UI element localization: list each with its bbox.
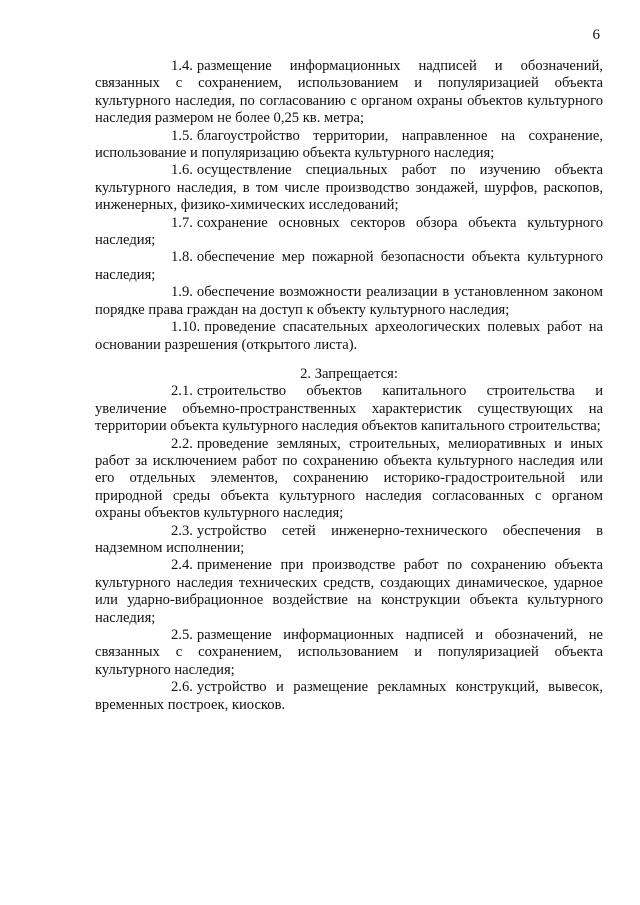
list-item-1-9 [95,284,603,319]
section-heading: 2. Запрещается: [300,365,398,382]
item-text: размещение информационных надписей и обозначений, связанных с сохранением, использованием и популяризацией объекта культурного наследия, по согласованию с органом охраны объектов культурного наследия размером не более 0,25 кв. метра; [95,58,603,127]
item-text: благоустройство территории, направленное на сохранение, использование и популяризацию объекта культурного наследия; [95,127,603,162]
list-item-1-6 [95,162,603,214]
item-text: проведение земляных, строительных, мелиоративных и иных работ за исключением работ по сохранению объекта культурного наследия или его отдельных элементов, сохранению историко-градостроительной или природной среды объекта культурного наследия согласованных с органом охраны объектов культурного наследия; [95,435,603,522]
item-text: устройство и размещение рекламных конструкций, вывесок, временных построек, киосков. [95,679,603,713]
item-number: 2.5. [171,627,193,643]
list-item-2-3 [95,523,603,558]
item-number: 1.5. [171,127,193,144]
list-item-1-7 [95,215,603,250]
document-body [95,58,603,714]
item-number: 2.3. [171,522,193,539]
item-text: обеспечение мер пожарной безопасности объекта культурного наследия; [95,249,603,283]
item-number: 1.9. [171,284,193,301]
item-number: 2.1. [171,383,193,400]
item-text: проведение спасательных археологических полевых работ на основании разрешения (открытого листа). [95,319,603,353]
item-text: осуществление специальных работ по изучению объекта культурного наследия, в том числе производство зондажей, шурфов, раскопов, инженерных, физико-химических исследований; [95,162,603,214]
item-number: 2.6. [171,679,193,696]
list-item-2-6 [95,679,603,714]
item-number: 1.6. [171,162,193,179]
item-number: 1.8. [171,249,193,266]
item-number: 2.2. [171,435,193,452]
list-item-2-1 [95,383,603,435]
item-text: строительство объектов капитального строительства и увеличение объемно-пространственных характеристик существующих на территории объекта культурного наследия объектов капитального строительства; [95,383,603,435]
list-item-1-8 [95,249,603,284]
item-text: устройство сетей инженерно-технического обеспечения в надземном исполнении; [95,522,603,556]
item-number: 2.4. [171,557,193,574]
list-item-1-10 [95,319,603,354]
list-item-1-5 [95,128,603,163]
page-number: 6 [592,27,600,43]
list-item-2-2 [95,436,603,523]
item-text: размещение информационных надписей и обозначений, не связанных с сохранением, использованием и популяризацией объекта культурного наследия; [95,627,603,678]
item-text: сохранение основных секторов обзора объекта культурного наследия; [95,214,603,249]
item-number: 1.10. [171,319,201,336]
list-item-2-4 [95,557,603,627]
item-number: 1.7. [171,214,193,231]
list-item-2-5 [95,627,603,679]
item-text: применение при производстве работ по сохранению объекта культурного наследия технических средств, создающих динамическое, ударное или ударно-вибрационное воздействие на конструкции объекта культурного наследия; [95,557,603,626]
item-number: 1.4. [171,58,193,74]
list-item-1-4 [95,58,603,128]
item-text: обеспечение возможности реализации в установленном законом порядке права граждан на доступ к объекту культурного наследия; [95,284,603,318]
